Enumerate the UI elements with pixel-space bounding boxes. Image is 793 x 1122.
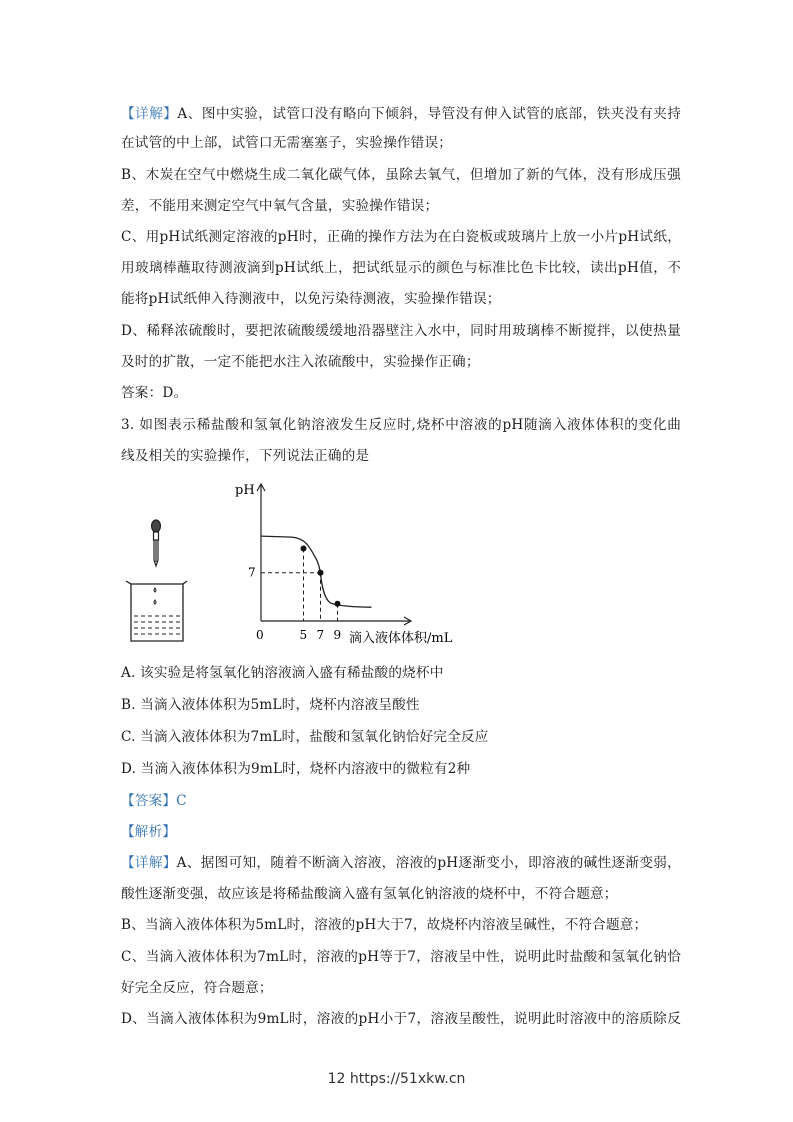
option-d: D. 当滴入液体体积为9mL时，烧杯内溶液中的微粒有2种 bbox=[121, 761, 471, 777]
detail2-line-2: 酸性逐渐变强，故应该是将稀盐酸滴入盛有氢氧化钠溶液的烧杯中，不符合题意； bbox=[121, 886, 618, 902]
detail1-line-6: 用玻璃棒蘸取待测液滴到pH试纸上，把试纸显示的颜色与标准比色卡比较，读出pH值，不 bbox=[121, 260, 681, 276]
ph-curve bbox=[261, 536, 372, 607]
detail1-line-1: 【详解】A、图中实验，试管口没有略向下倾斜，导管没有伸入试管的底部，铁夹没有夹持 bbox=[121, 106, 681, 122]
y-axis-label: pH bbox=[235, 483, 255, 498]
figure-svg bbox=[121, 476, 481, 656]
question-line-1: 3. 如图表示稀盐酸和氢氧化钠溶液发生反应时,烧杯中溶液的pH随滴入液体体积的变化曲 bbox=[121, 417, 681, 433]
detail1-line-2: 在试管的中上部，试管口无需塞塞子，实验操作错误； bbox=[121, 135, 453, 151]
data-point-5 bbox=[301, 546, 307, 552]
option-a: A. 该实验是将氢氧化钠溶液滴入盛有稀盐酸的烧杯中 bbox=[121, 665, 444, 681]
x-tick-label-7: 7 bbox=[316, 628, 325, 642]
data-point-7 bbox=[318, 570, 324, 576]
page-footer: 12 https://51xkw.cn bbox=[327, 1071, 466, 1087]
detail-tag: 【详解】 bbox=[121, 106, 178, 122]
detail1-line-7: 能将pH试纸伸入待测液中，以免污染待测液，实验操作错误； bbox=[121, 291, 501, 307]
detail2-line-6: D、当滴入液体体积为9mL时，溶液的pH小于7，溶液呈酸性，说明此时溶液中的溶质除反 bbox=[121, 1011, 681, 1027]
detail-tag: 【详解】 bbox=[121, 855, 177, 871]
y-tick-label-7: 7 bbox=[248, 565, 256, 580]
option-b: B. 当滴入液体体积为5mL时，烧杯内溶液呈酸性 bbox=[121, 697, 420, 713]
ph-chart bbox=[235, 483, 453, 646]
answer-tag: 【答案】C bbox=[121, 793, 187, 809]
detail1-line-4: 差，不能用来测定空气中氧气含量，实验操作错误； bbox=[121, 198, 439, 214]
beaker-icon bbox=[126, 581, 187, 641]
falling-drops bbox=[154, 588, 156, 604]
detail2-line-1: 【详解】A、据图可知，随着不断滴入溶液，溶液的pH逐渐变小，即溶液的碱性逐渐变弱， bbox=[121, 855, 681, 871]
dropper-icon bbox=[152, 520, 161, 566]
detail1-line-3: B、木炭在空气中燃烧生成二氧化碳气体，虽除去氧气，但增加了新的气体，没有形成压强 bbox=[121, 167, 681, 183]
question-line-2: 线及相关的实验操作，下列说法正确的是 bbox=[121, 448, 370, 464]
option-c: C. 当滴入液体体积为7mL时，盐酸和氢氧化钠恰好完全反应 bbox=[121, 729, 489, 745]
detail2-line-3: B、当滴入液体体积为5mL时，溶液的pH大于7，故烧杯内溶液呈碱性，不符合题意； bbox=[121, 917, 648, 933]
question-figure bbox=[121, 476, 481, 656]
detail1-line-9: 及时的扩散，一定不能把水注入浓硫酸中，实验操作正确； bbox=[121, 354, 480, 370]
detail2-line-5: 好完全反应，符合题意； bbox=[121, 980, 273, 996]
detail1-line-8: D、稀释浓硫酸时，要把浓硫酸缓缓地沿器壁注入水中，同时用玻璃棒不断搅拌，以使热量 bbox=[121, 323, 681, 339]
x-tick-label-5: 5 bbox=[299, 628, 308, 642]
x-tick-label-9: 9 bbox=[333, 628, 342, 642]
x-axis-label: 滴入液体体积/mL bbox=[349, 631, 453, 646]
analysis-tag: 【解析】 bbox=[121, 824, 177, 840]
data-point-9 bbox=[335, 601, 341, 607]
origin-label: 0 bbox=[256, 628, 264, 642]
detail2-line-4: C、当滴入液体体积为7mL时，溶液的pH等于7，溶液呈中性，说明此时盐酸和氢氧化钠恰 bbox=[121, 949, 681, 965]
detail1-line-5: C、用pH试纸测定溶液的pH时，正确的操作方法为在白瓷板或玻璃片上放一小片pH试纸， bbox=[121, 229, 681, 245]
detail1-answer: 答案：D。 bbox=[121, 385, 188, 401]
